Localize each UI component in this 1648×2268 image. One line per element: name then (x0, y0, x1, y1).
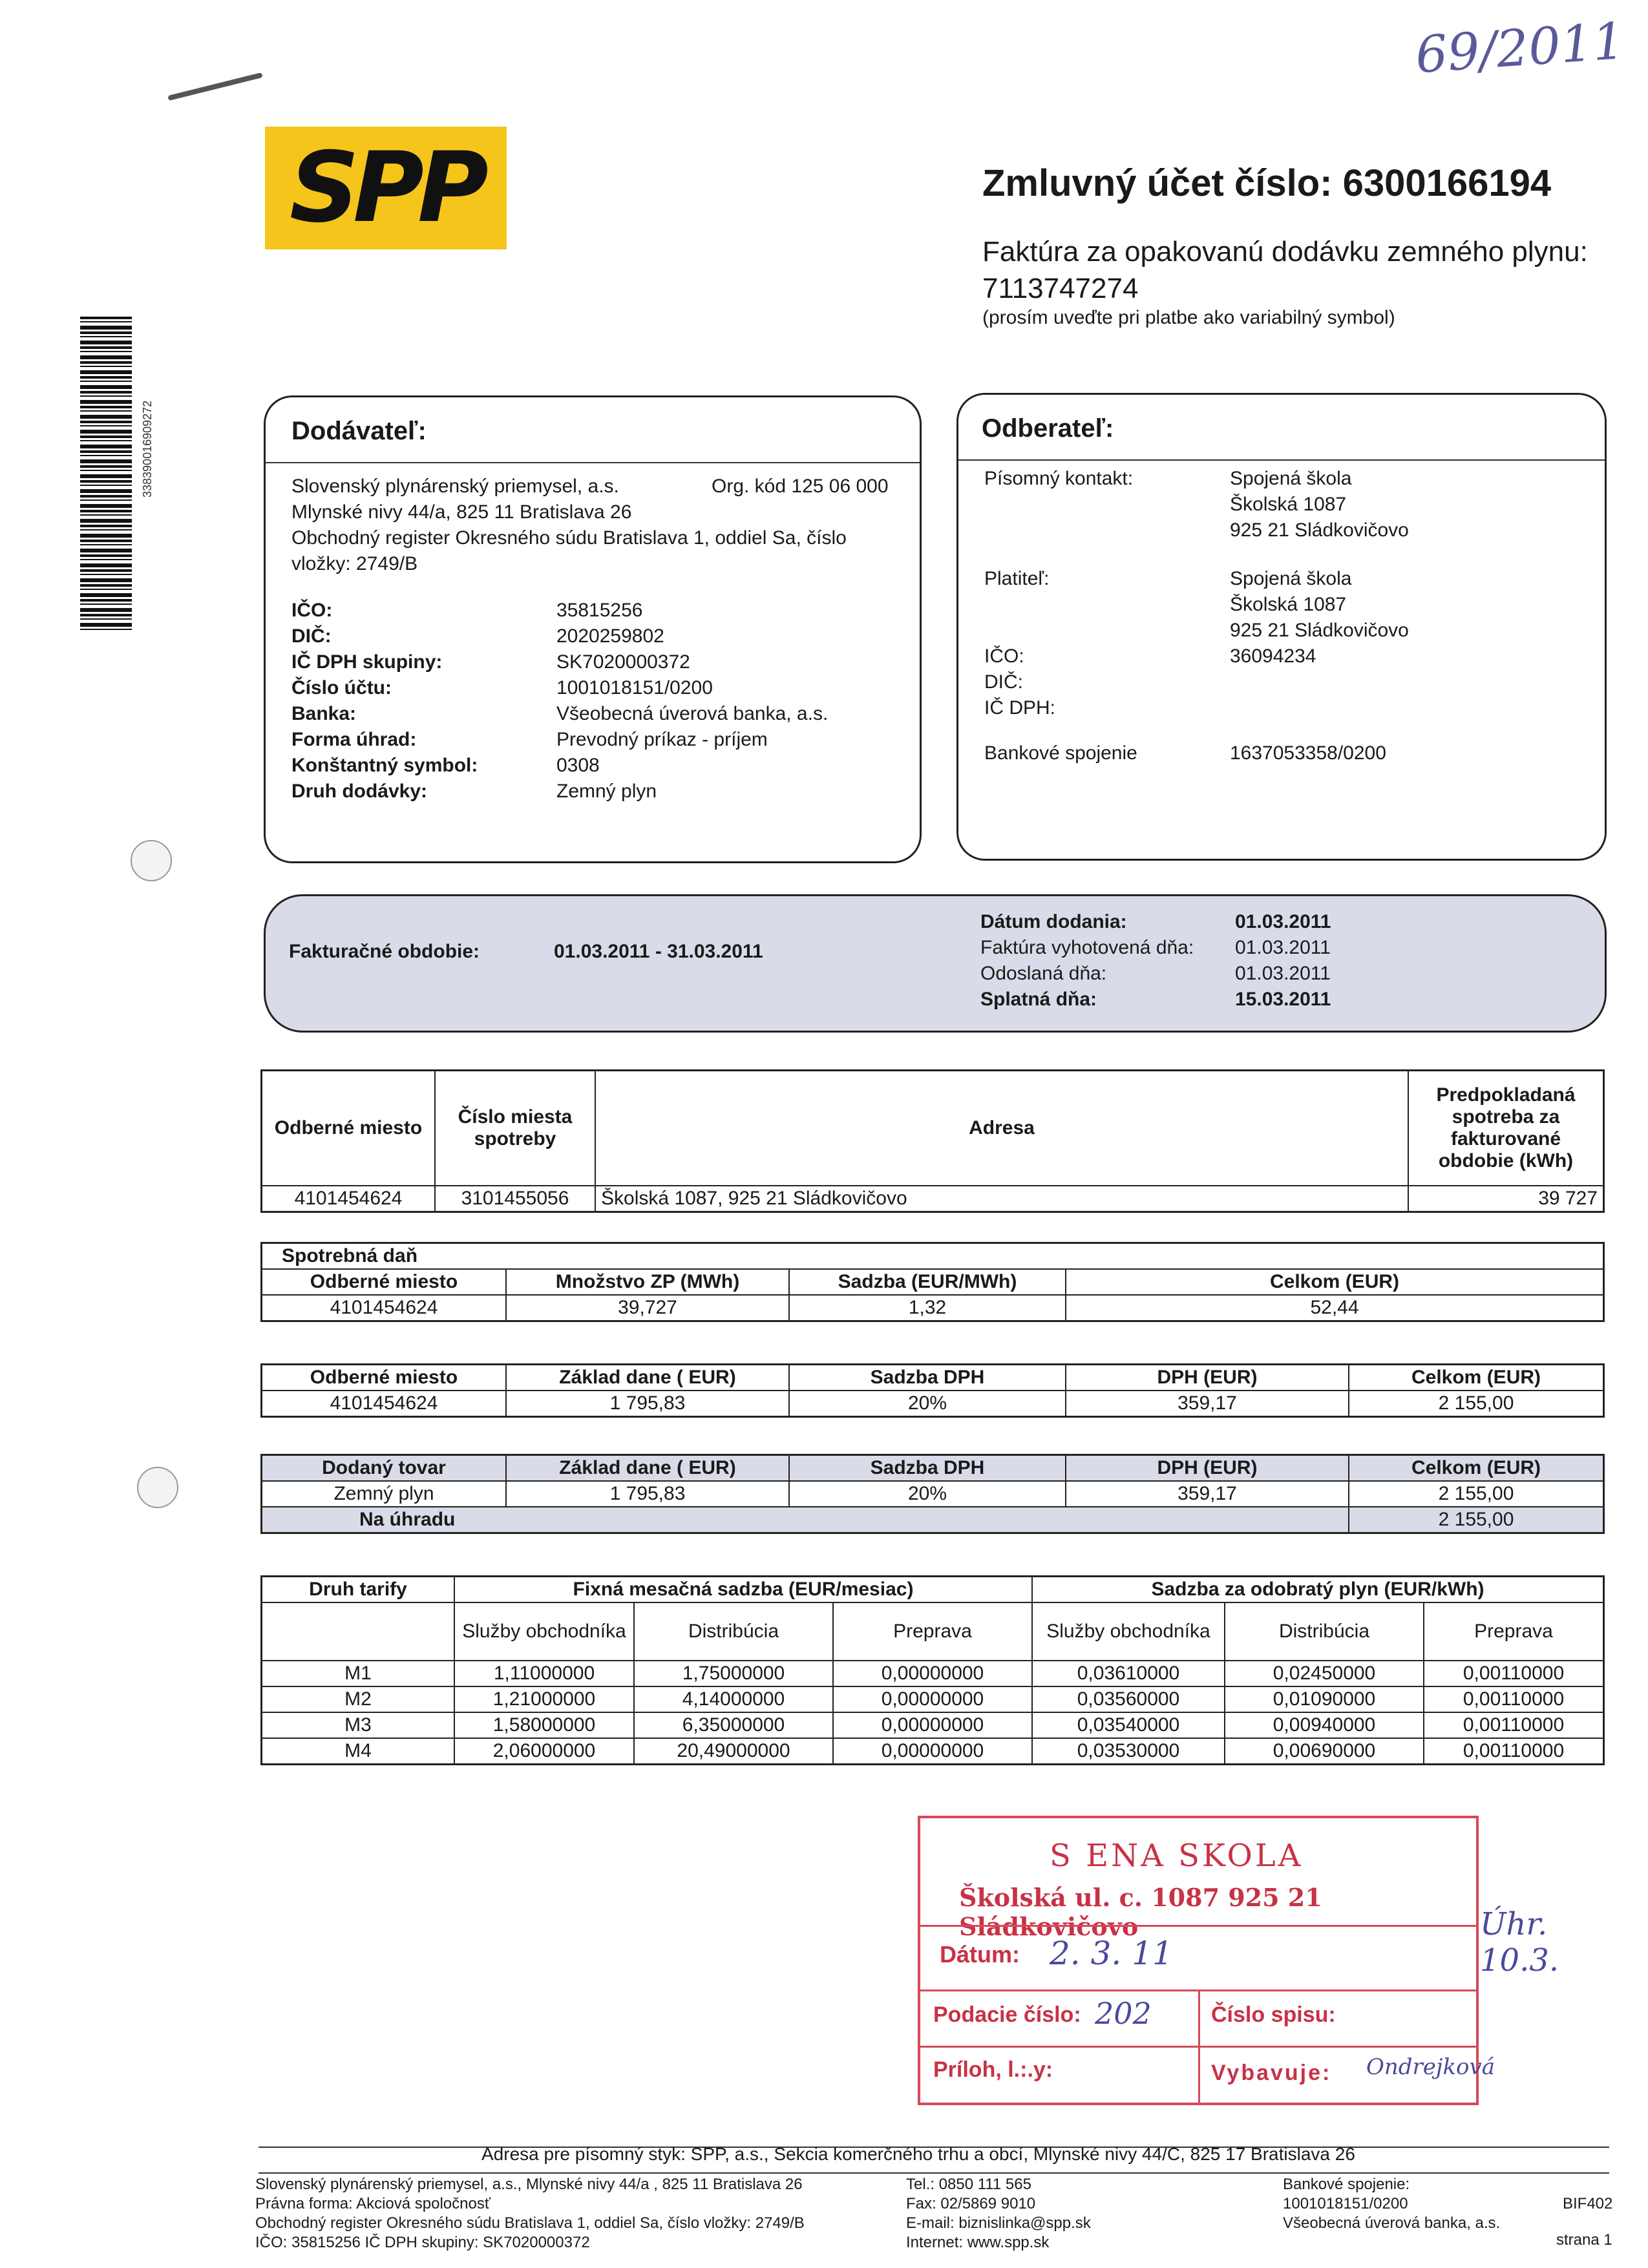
contact-line: Školská 1087 (1230, 494, 1347, 515)
cell: 52,44 (1066, 1295, 1604, 1321)
period-label: Fakturačné obdobie: (289, 941, 480, 962)
stamp-address: Školská ul. c. 1087 925 21 Sládkovičovo (959, 1883, 1322, 1941)
cell: 0,00000000 (833, 1661, 1032, 1686)
cell: 4101454624 (262, 1186, 436, 1212)
col-delivery-point: Odberné miesto (262, 1269, 507, 1295)
sub-distribution: Distribúcia (1225, 1602, 1424, 1661)
sub-trader: Služby obchodníka (1032, 1602, 1225, 1661)
cell: 0,01090000 (1225, 1686, 1424, 1712)
col-place-number: Číslo miesta spotreby (435, 1071, 595, 1186)
cell: M1 (262, 1661, 455, 1686)
payer-line: Školská 1087 (1230, 594, 1347, 615)
table-row (262, 1391, 1604, 1417)
registry-stamp (918, 1816, 1495, 2105)
supplier-org-code: Org. kód 125 06 000 (712, 476, 889, 497)
payer-address (1230, 566, 1409, 669)
footer-line: Tel.: 0850 111 565 (906, 2176, 1031, 2193)
footer-bank (1283, 2175, 1500, 2233)
supplier-divider (266, 462, 920, 463)
stamp-date-value: 2. 3. 11 (1050, 1935, 1173, 1972)
cell: 1,58000000 (454, 1712, 634, 1738)
payer-ico: 36094234 (1230, 646, 1316, 667)
barcode (80, 317, 132, 630)
delivery-date-label: Dátum dodania: (980, 911, 1127, 932)
footer-address: Adresa pre písomný styk: SPP, a.s., Sekcia komerčného trhu a obcí, Mlynské nivy 44/C, 825 17 Bratislava 26 (481, 2144, 1355, 2164)
barcode-number: 338390016909272 (141, 400, 154, 498)
col-vat-rate: Sadzba DPH (789, 1365, 1066, 1391)
footer-line: IČO: 35815256 IČ DPH skupiny: SK7020000372 (255, 2234, 590, 2251)
cell: 4101454624 (262, 1391, 507, 1417)
period-value: 01.03.2011 - 31.03.2011 (554, 941, 763, 962)
col-address: Adresa (595, 1071, 1408, 1186)
cell: 0,03610000 (1032, 1661, 1225, 1686)
col-total: Celkom (EUR) (1066, 1269, 1604, 1295)
table-row (262, 1738, 1604, 1765)
dic-value: 2020259802 (556, 625, 664, 647)
footer-line: Právna forma: Akciová spoločnosť (255, 2195, 491, 2212)
supplier-address: Mlynské nivy 44/a, 825 11 Bratislava 26 (291, 501, 632, 523)
amount-due-value: 2 155,00 (1349, 1507, 1604, 1533)
cell: M2 (262, 1686, 455, 1712)
constant-symbol-value: 0308 (556, 755, 600, 776)
cell: 0,03540000 (1032, 1712, 1225, 1738)
table-row (262, 1186, 1604, 1212)
ico-value: 35815256 (556, 600, 643, 621)
punch-hole-top (131, 840, 172, 881)
page-number: strana 1 (1556, 2231, 1612, 2249)
stamp-school: S ENA SKOLA (1050, 1838, 1304, 1874)
col-vat: DPH (EUR) (1066, 1365, 1349, 1391)
issue-date-label: Faktúra vyhotovená dňa: (980, 937, 1194, 958)
cell: 2,06000000 (454, 1738, 634, 1765)
cell: 359,17 (1066, 1481, 1349, 1507)
cell: 1 795,83 (506, 1391, 789, 1417)
due-date-label: Splatná dňa: (980, 989, 1097, 1010)
footer-line: Fax: 02/5869 9010 (906, 2195, 1036, 2212)
cell: 0,03560000 (1032, 1686, 1225, 1712)
payer-label: Platiteľ: (984, 568, 1050, 589)
bank-label: Banka: (291, 703, 357, 724)
sub-transport: Preprava (1424, 1602, 1604, 1661)
payer-line: 925 21 Sládkovičovo (1230, 620, 1409, 641)
issue-date-value: 01.03.2011 (1235, 937, 1331, 958)
cell: M4 (262, 1738, 455, 1765)
cell: 0,00110000 (1424, 1712, 1604, 1738)
cell: 0,00000000 (833, 1712, 1032, 1738)
account-value: 1001018151/0200 (556, 677, 713, 698)
table-row (262, 1295, 1604, 1321)
cell: 1,32 (789, 1295, 1066, 1321)
col-rate: Sadzba (EUR/MWh) (789, 1269, 1066, 1295)
stamp-attachments-label: Príloh, l.:.y: (933, 2057, 1053, 2082)
icdph-value: SK7020000372 (556, 651, 690, 673)
invoice-number: 7113747274 (982, 273, 1139, 304)
stamp-divider (920, 1925, 1476, 1927)
col-consumption-rate: Sadzba za odobratý plyn (EUR/kWh) (1032, 1577, 1604, 1603)
cell: 0,00000000 (833, 1686, 1032, 1712)
logo-text: SPP (290, 132, 482, 244)
delivery-date-value: 01.03.2011 (1235, 911, 1331, 932)
cell: 0,00690000 (1225, 1738, 1424, 1765)
customer-title: Odberateľ: (982, 414, 1114, 443)
contact-line: 925 21 Sládkovičovo (1230, 520, 1409, 541)
cell: 20% (789, 1391, 1066, 1417)
col-vat-rate: Sadzba DPH (789, 1455, 1066, 1482)
cell: 39,727 (506, 1295, 789, 1321)
cell: 4,14000000 (634, 1686, 833, 1712)
col-delivery-point: Odberné miesto (262, 1365, 507, 1391)
customer-box (956, 393, 1607, 861)
handwritten-paid-note: Úhr. 10.3. (1480, 1906, 1559, 1979)
cell: Školská 1087, 925 21 Sládkovičovo (595, 1186, 1408, 1212)
footer-line: Obchodný register Okresného súdu Bratislava 1, oddiel Sa, číslo vložky: 2749/B (255, 2214, 805, 2232)
cell: 0,03530000 (1032, 1738, 1225, 1765)
customer-ico-label: IČO: (984, 646, 1024, 667)
sent-date-label: Odoslaná dňa: (980, 963, 1107, 984)
col-expected-consumption: Predpokladaná spotreba za fakturované obdobie (kWh) (1408, 1071, 1604, 1186)
icdph-label: IČ DPH skupiny: (291, 651, 443, 673)
cell: 0,00000000 (833, 1738, 1032, 1765)
customer-bank-value: 1637053358/0200 (1230, 742, 1386, 764)
punch-hole-bottom (137, 1467, 178, 1508)
footer-divider (259, 2172, 1609, 2174)
stamp-reg-label: Podacie číslo: (933, 2002, 1081, 2027)
col-tariff: Druh tarify (262, 1577, 455, 1603)
sub-trader: Služby obchodníka (454, 1602, 634, 1661)
cell: 2 155,00 (1349, 1481, 1604, 1507)
supplier-register: Obchodný register Okresného súdu Bratislava 1, oddiel Sa, číslo (291, 527, 847, 549)
footer-company (255, 2175, 805, 2252)
cell: 0,00110000 (1424, 1686, 1604, 1712)
billing-period-box (264, 894, 1607, 1033)
col-goods: Dodaný tovar (262, 1455, 507, 1482)
ico-label: IČO: (291, 600, 333, 621)
footer-line: Slovenský plynárenský priemysel, a.s., Mlynské nivy 44/a , 825 11 Bratislava 26 (255, 2176, 803, 2193)
sub-distribution: Distribúcia (634, 1602, 833, 1661)
dic-label: DIČ: (291, 625, 332, 647)
invoice-title: Faktúra za opakovanú dodávku zemného plynu: (982, 236, 1588, 268)
date-labels (980, 909, 1194, 1013)
table-row (262, 1661, 1604, 1686)
spp-logo (265, 127, 507, 249)
stamp-date-label: Dátum: (940, 1941, 1020, 1968)
table-row (262, 1712, 1604, 1738)
contact-address (1230, 466, 1409, 543)
cell: 1,11000000 (454, 1661, 634, 1686)
bank-value: Všeobecná úverová banka, a.s. (556, 703, 829, 724)
delivery-type-value: Zemný plyn (556, 781, 657, 802)
footer-contacts (906, 2175, 1091, 2252)
empty-cell (262, 1602, 455, 1661)
stamp-divider (920, 2046, 1476, 2048)
supplier-register-number: vložky: 2749/B (291, 553, 418, 574)
table-row (262, 1686, 1604, 1712)
cell: 20,49000000 (634, 1738, 833, 1765)
cell: 1,75000000 (634, 1661, 833, 1686)
payment-form-value: Prevodný príkaz - príjem (556, 729, 768, 750)
cell: M3 (262, 1712, 455, 1738)
account-label: Číslo účtu: (291, 677, 392, 698)
excise-tax-table (260, 1242, 1605, 1322)
stamp-file-label: Číslo spisu: (1211, 2002, 1336, 2027)
stamp-handler-value: Ondrejková (1366, 2054, 1495, 2080)
col-total: Celkom (EUR) (1349, 1455, 1604, 1482)
sub-transport: Preprava (833, 1602, 1032, 1661)
customer-divider (958, 459, 1605, 461)
contact-label: Písomný kontakt: (984, 468, 1134, 489)
stamp-handler-label: Vybavuje: (1211, 2061, 1332, 2085)
footer-website[interactable]: Internet: www.spp.sk (906, 2234, 1050, 2251)
payment-form-label: Forma úhrad: (291, 729, 417, 750)
footer-line: Všeobecná úverová banka, a.s. (1283, 2214, 1501, 2232)
contract-account-title: Zmluvný účet číslo: 6300166194 (982, 162, 1552, 204)
cell: 6,35000000 (634, 1712, 833, 1738)
vat-table (260, 1363, 1605, 1418)
col-vat: DPH (EUR) (1066, 1455, 1349, 1482)
goods-table (260, 1454, 1605, 1534)
cell: 4101454624 (262, 1295, 507, 1321)
footer-line: Bankové spojenie: (1283, 2176, 1410, 2193)
cell: 39 727 (1408, 1186, 1604, 1212)
amount-due-label: Na úhradu (262, 1507, 1349, 1533)
supplier-box (264, 395, 922, 863)
cell: 0,00110000 (1424, 1738, 1604, 1765)
supplier-title: Dodávateľ: (291, 417, 427, 445)
col-delivery-point: Odberné miesto (262, 1071, 436, 1186)
cell: 1 795,83 (506, 1481, 789, 1507)
tariff-table (260, 1575, 1605, 1765)
supplier-fields (291, 598, 873, 804)
handwritten-reference: 69/2011 (1413, 12, 1627, 85)
col-fixed-rate: Fixná mesačná sadzba (EUR/mesiac) (454, 1577, 1032, 1603)
customer-bank-label: Bankové spojenie (984, 742, 1137, 764)
col-tax-base: Základ dane ( EUR) (506, 1455, 789, 1482)
cell: 0,00110000 (1424, 1661, 1604, 1686)
pen-mark (167, 72, 262, 101)
variable-symbol-note: (prosím uveďte pri platbe ako variabilný symbol) (982, 307, 1395, 328)
col-tax-base: Základ dane ( EUR) (506, 1365, 789, 1391)
cell: 359,17 (1066, 1391, 1349, 1417)
date-values (1235, 909, 1331, 1013)
due-date-value: 15.03.2011 (1235, 989, 1331, 1010)
cell: 1,21000000 (454, 1686, 634, 1712)
cell: 0,00940000 (1225, 1712, 1424, 1738)
footer-line: 1001018151/0200 (1283, 2195, 1408, 2212)
cell: 3101455056 (435, 1186, 595, 1212)
cell: 20% (789, 1481, 1066, 1507)
form-code: BIF402 (1563, 2195, 1613, 2212)
delivery-type-label: Druh dodávky: (291, 781, 428, 802)
customer-icdph-label: IČ DPH: (984, 697, 1056, 719)
payer-line: Spojená škola (1230, 568, 1352, 589)
consumption-table (260, 1069, 1605, 1213)
col-total: Celkom (EUR) (1349, 1365, 1604, 1391)
stamp-reg-value: 202 (1095, 1996, 1152, 2031)
cell: 2 155,00 (1349, 1391, 1604, 1417)
footer-email[interactable]: E-mail: biznislinka@spp.sk (906, 2214, 1091, 2232)
supplier-name: Slovenský plynárenský priemysel, a.s. (291, 476, 619, 497)
excise-title: Spotrebná daň (262, 1243, 1604, 1270)
contact-line: Spojená škola (1230, 468, 1352, 489)
amount-due-row (262, 1507, 1604, 1533)
customer-dic-label: DIČ: (984, 671, 1023, 693)
sent-date-value: 01.03.2011 (1235, 963, 1331, 984)
cell: 0,02450000 (1225, 1661, 1424, 1686)
cell: Zemný plyn (262, 1481, 507, 1507)
col-quantity: Množstvo ZP (MWh) (506, 1269, 789, 1295)
customer-ids (984, 644, 1055, 721)
constant-symbol-label: Konštantný symbol: (291, 755, 478, 776)
table-row (262, 1481, 1604, 1507)
